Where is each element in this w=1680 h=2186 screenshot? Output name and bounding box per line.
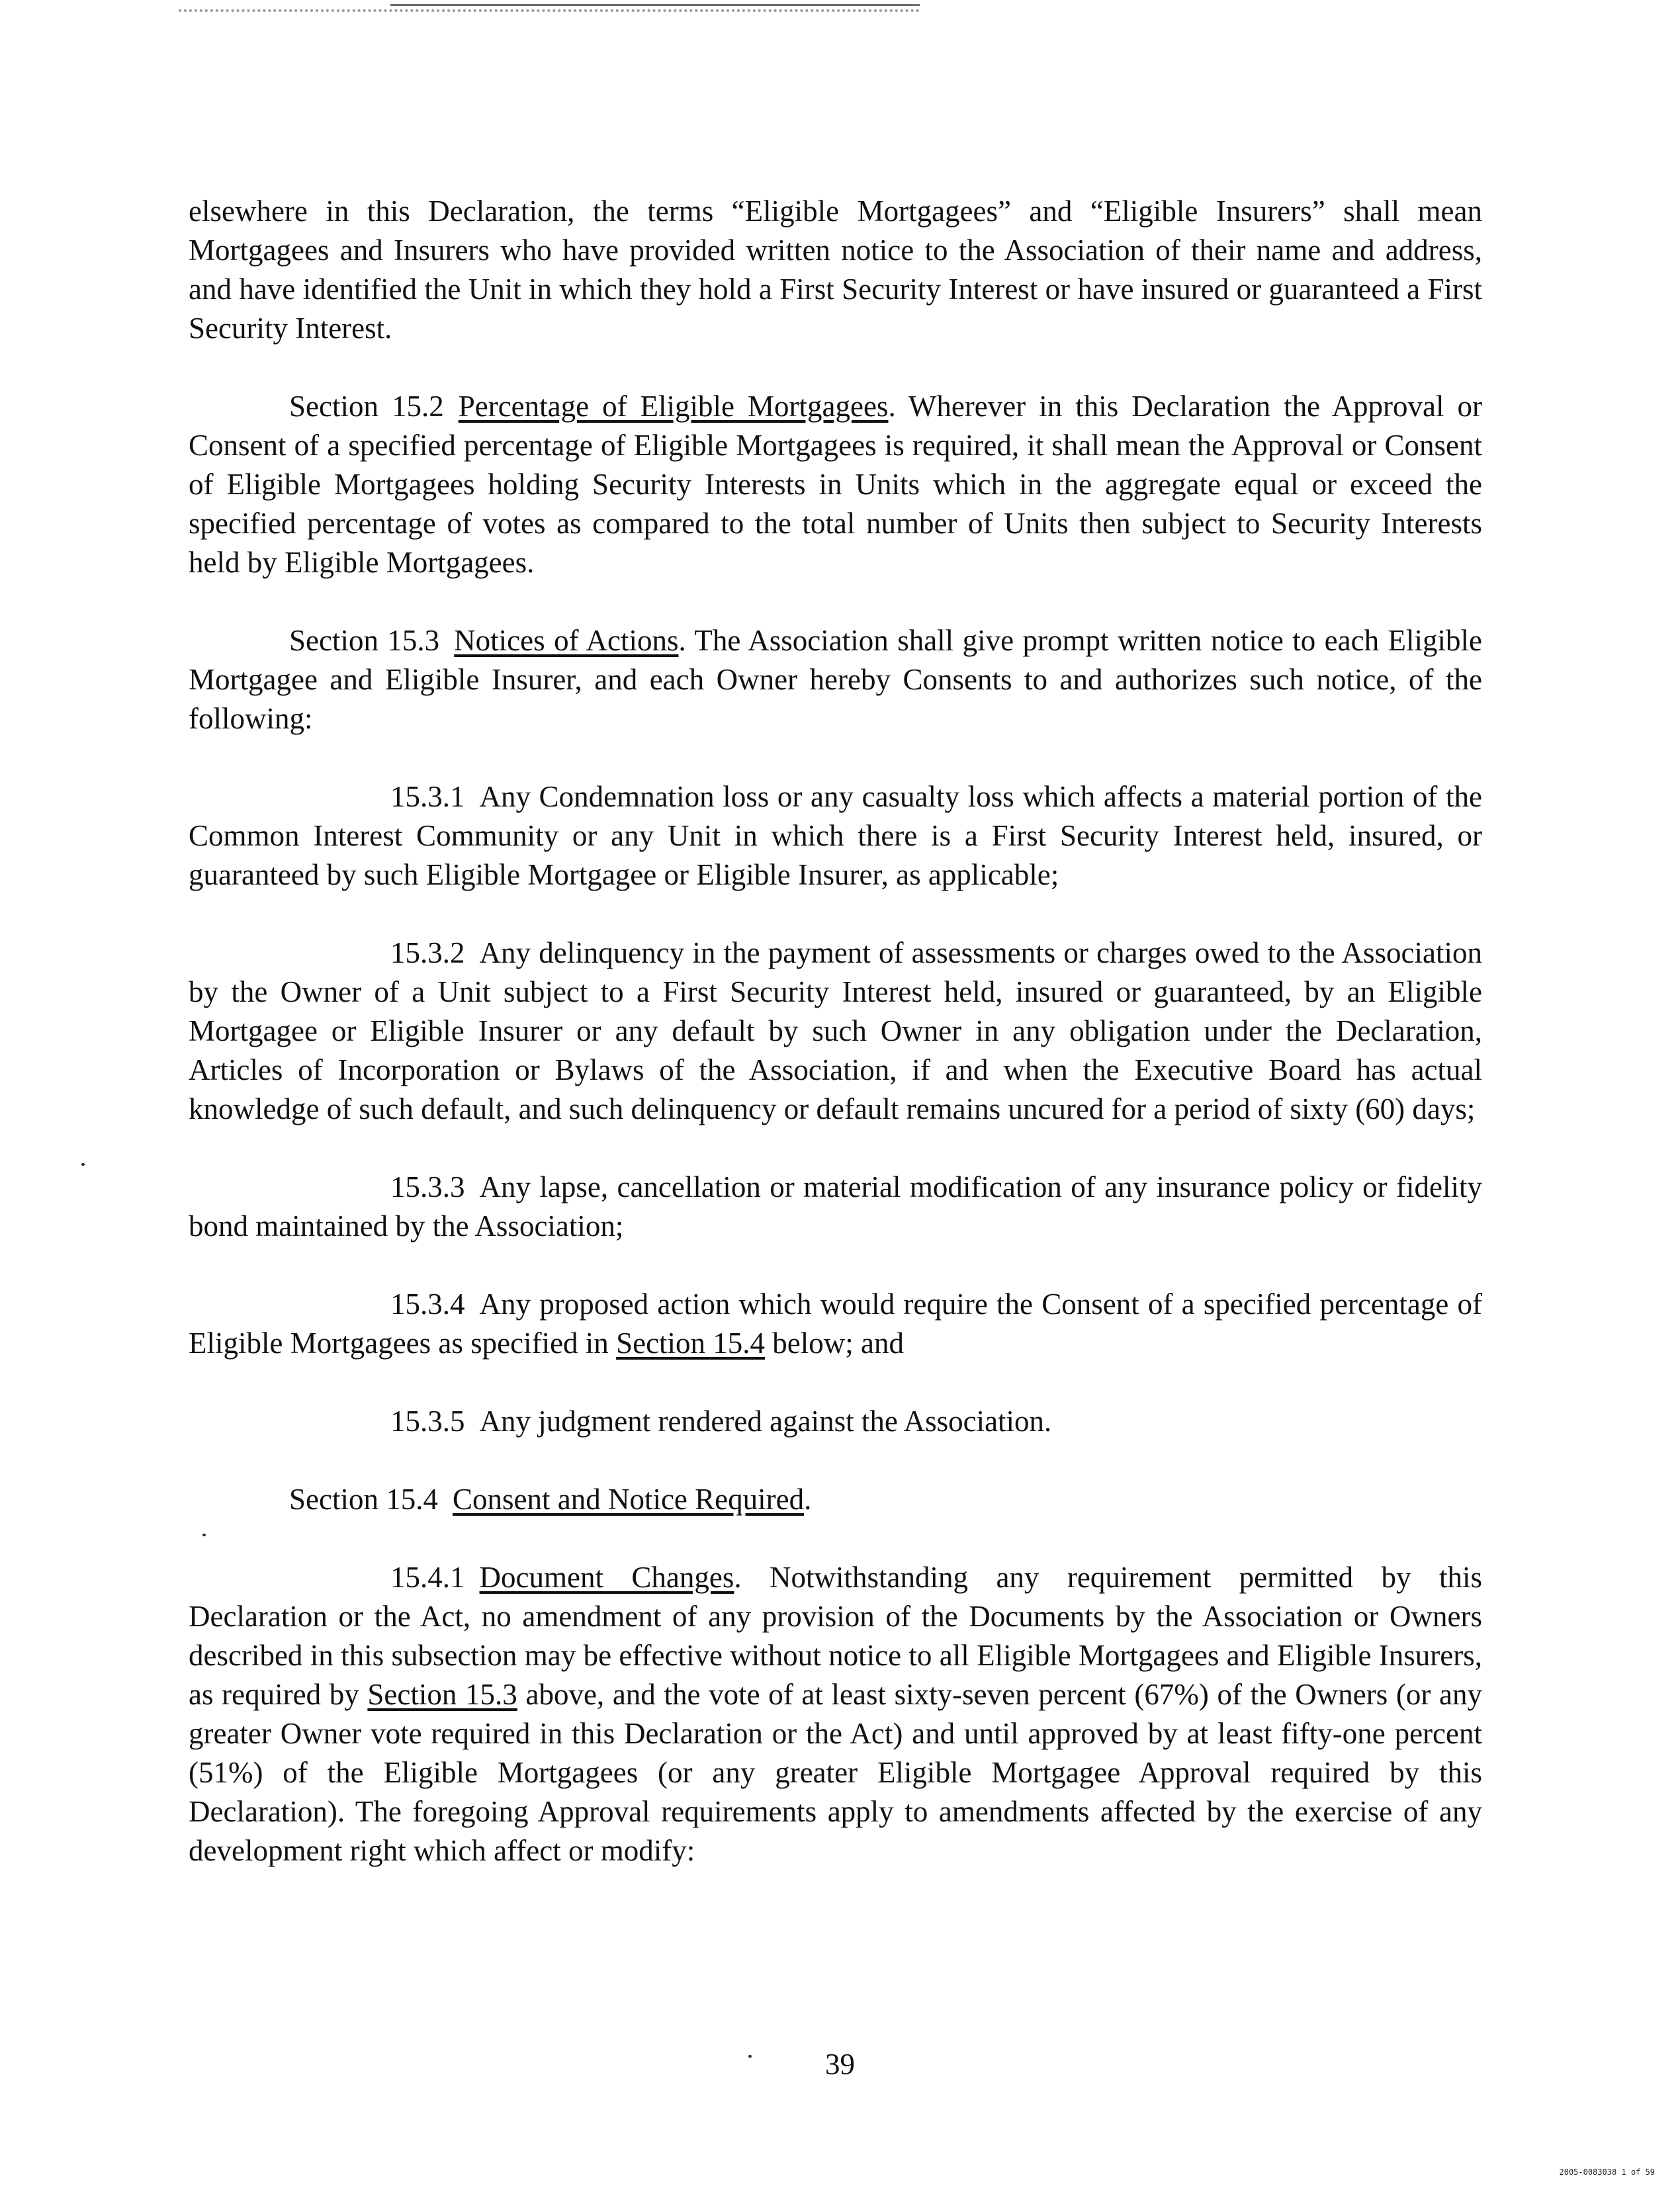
subsection-body: Any proposed action which would require the Consent of a specified percentage of Eligible Mortgagees as specified in	[189, 1288, 1482, 1360]
section-reference-link[interactable]: Section 15.4	[616, 1327, 766, 1360]
section-15-3-3	[189, 1168, 1482, 1246]
section-15-4	[189, 1480, 1482, 1519]
document-body	[189, 192, 1482, 1870]
subsection-body: Any lapse, cancellation or material modification of any insurance policy or fidelity bond maintained by the Association;	[189, 1170, 1482, 1243]
subsection-number: 15.4.1	[390, 1561, 465, 1594]
subsection-number: 15.3.5	[390, 1405, 465, 1438]
subsection-title: Document Changes	[479, 1561, 734, 1594]
page-number: 39	[825, 2048, 855, 2081]
section-15-2	[189, 387, 1482, 582]
section-reference-link[interactable]: Section 15.3	[367, 1678, 517, 1711]
subsection-number: 15.3.2	[390, 936, 465, 969]
section-15-4-1	[189, 1558, 1482, 1870]
subsection-body-tail: above, and the vote of at least sixty-seven percent (67%) of the Owners (or any greater Owner vote required in this Declaration or the Act) and until approved by at least fifty-one percent (51%) of the Eligible Mortgagees (or any greater Eligible Mortgagee Approval required by this Declaration). The foregoing Approval requirements apply to amendments affected by the exercise of any development right which affect or modify:	[189, 1678, 1483, 1867]
section-15-3-1	[189, 777, 1482, 895]
section-title-tail: .	[804, 1483, 812, 1516]
section-body: . Wherever in this Declaration the Approval or Consent of a specified percentage of Eligible Mortgagees is required, it shall mean the Approval or Consent of Eligible Mortgagees holding Security Interests in Units which in the aggregate equal or exceed the specified percentage of votes as compared to the total number of Units then subject to Security Interests held by Eligible Mortgagees.	[189, 390, 1482, 579]
section-15-3	[189, 621, 1482, 738]
subsection-number: 15.3.3	[390, 1170, 465, 1203]
section-body: . The Association shall give prompt written notice to each Eligible Mortgagee and Eligible Insurer, and each Owner hereby Consents to and authorizes such notice, of the following:	[189, 624, 1483, 735]
section-15-3-2	[189, 934, 1482, 1129]
subsection-body: Any Condemnation loss or any casualty loss which affects a material portion of the Common Interest Community or any Unit in which there is a First Security Interest held, insured, or guaranteed by such Eligible Mortgagee or Eligible Insurer, as applicable;	[189, 780, 1482, 891]
subsection-body: . Notwithstanding any requirement permitted by this Declaration or the Act, no amendment of any provision of the Documents by the Association or Owners described in this subsection may be effective without notice to all Eligible Mortgagees and Eligible Insurers, as required by	[189, 1561, 1483, 1711]
document-id-stamp: 2005-0083038 1 of 59	[1559, 2167, 1655, 2177]
section-number: Section 15.2	[289, 390, 444, 423]
section-15-3-5	[189, 1402, 1482, 1441]
section-title: Notices of Actions	[454, 624, 679, 657]
subsection-body-tail: below; and	[765, 1327, 904, 1360]
section-title: Percentage of Eligible Mortgagees	[458, 390, 889, 423]
subsection-number: 15.3.1	[390, 780, 465, 813]
subsection-number: 15.3.4	[390, 1288, 465, 1321]
scan-speck	[81, 1163, 85, 1166]
header-dotted-rule	[179, 0, 920, 12]
section-number: Section 15.4	[289, 1483, 438, 1516]
section-15-3-4	[189, 1285, 1482, 1363]
section-number: Section 15.3	[289, 624, 440, 657]
subsection-body: Any delinquency in the payment of assessments or charges owed to the Association by the Owner of a Unit subject to a First Security Interest held, insured or guaranteed, by an Eligible Mortgagee or Eligible Insurer or any default by such Owner in any obligation under the Declaration, Articles of Incorporation or Bylaws of the Association, if and when the Executive Board has actual knowledge of such default, and such delinquency or default remains uncured for a period of sixty (60) days;	[189, 936, 1482, 1125]
paragraph-eligible-definitions: elsewhere in this Declaration, the terms “Eligible Mortgagees” and “Eligible Insurers” shall mean Mortgagees and Insurers who have provided written notice to the Association of their name and address, and have identified the Unit in which they hold a First Security Interest or have insured or guaranteed a First Security Interest.	[189, 195, 1482, 345]
section-title: Consent and Notice Required	[452, 1483, 805, 1516]
subsection-body: Any judgment rendered against the Association.	[479, 1405, 1052, 1438]
header-solid-rule	[390, 4, 920, 6]
